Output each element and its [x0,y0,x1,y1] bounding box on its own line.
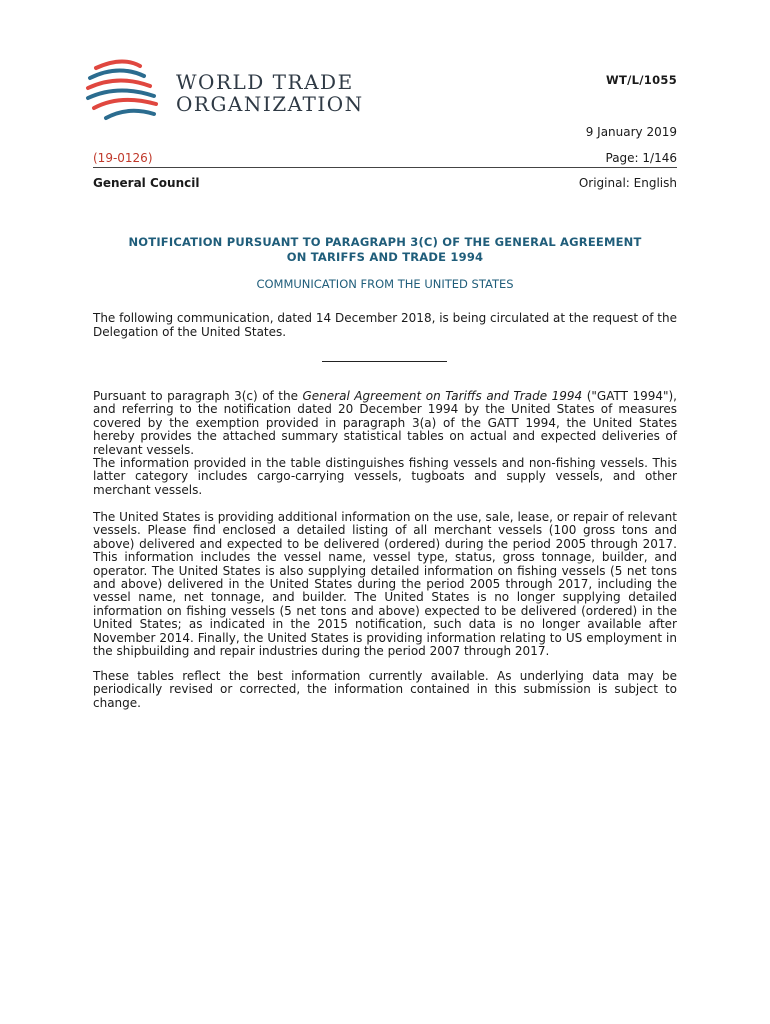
wto-logo [84,56,364,128]
issuing-body: General Council [93,176,200,190]
paragraph-1-start: Pursuant to paragraph 3(c) of the [93,389,303,403]
reference-number: (19-0126) [93,151,153,165]
paragraph-1 [93,390,677,457]
header-divider [93,167,677,168]
org-name-line2: ORGANIZATION [176,92,364,116]
gatt-title: General Agreement on Tariffs and Trade 1994 [302,389,583,403]
paragraph-3: The United States is providing additional information on the use, sale, lease, or repair of relevant vessels. Please find enclosed a detailed listing of all merchant vessels (100 gross tons and above) delivered and expected to be delivered (ordered) during the period 2005 through 2017. This information includes the vessel name, vessel type, status, gross tonnage, builder, and operator. The United States is also supplying detailed information on fishing vessels (5 net tons and above) delivered in the United States during the period 2005 through 2017, including the vessel name, net tonnage, and builder. The United States is no longer supplying detailed information on fishing vessels (5 net tons and above) expected to be delivered (ordered) in the United States; as indicated in the 2015 notification, such data is no longer available after November 2014. Finally, the United States is providing information relating to US employment in the shipbuilding and repair industries during the period 2007 through 2017. [93,510,677,659]
org-name-line1: WORLD TRADE [176,70,354,94]
paragraph-4: These tables reflect the best information currently available. As underlying data may be periodically revised or corrected, the information contained in this submission is subject to change. [93,669,677,710]
document-subtitle: COMMUNICATION FROM THE UNITED STATES [256,277,514,291]
intro-paragraph: The following communication, dated 14 December 2018, is being circulated at the request of the Delegation of the United States. [93,311,677,339]
document-symbol: WT/L/1055 [606,73,677,87]
document-title [93,235,677,265]
title-line-2: ON TARIFFS AND TRADE 1994 [286,250,484,264]
document-date: 9 January 2019 [585,125,677,139]
wto-logo-text [176,71,364,115]
paragraph-2: The information provided in the table distinguishes fishing vessels and non-fishing vessels. This latter category includes cargo-carrying vessels, tugboats and supply vessels, and other merchant vessels. [93,456,677,497]
paragraph-1-end: ("GATT 1994"), and referring to the notification dated 20 December 1994 by the United States of measures covered by the exemption provided in paragraph 3(a) of the GATT 1994, the United States hereby provides the attached summary statistical tables on actual and expected deliveries of relevant vessels. [93,389,677,457]
original-language: Original: English [578,176,677,190]
page-number: Page: 1/146 [605,151,677,165]
wto-emblem-icon [84,56,164,128]
section-separator [322,361,447,362]
title-line-1: NOTIFICATION PURSUANT TO PARAGRAPH 3(C) OF THE GENERAL AGREEMENT [128,235,642,249]
